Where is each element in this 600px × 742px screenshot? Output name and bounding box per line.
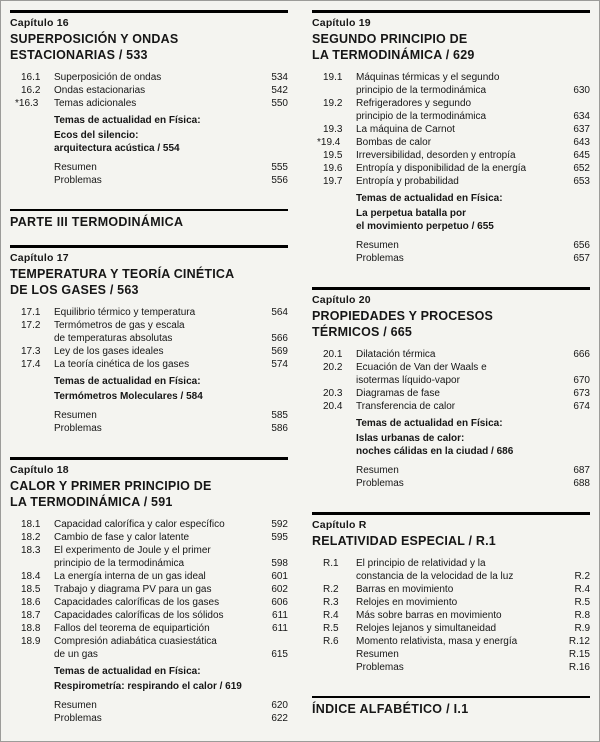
entry-page: 630 [573,85,590,96]
entry-page: R.4 [574,584,590,595]
entry-number: R.5 [323,623,339,634]
toc-entry [312,175,590,188]
entry-number: 19.3 [323,124,343,135]
entry-page: 550 [271,98,288,109]
entry-number: 19.5 [323,150,343,161]
toc-column-left [10,10,288,741]
chapter-rule [312,10,590,13]
entry-page: 656 [573,240,590,251]
entry-page: 670 [573,375,590,386]
toc-entry [312,239,590,252]
toc-entry [10,422,288,435]
entry-number: 18.4 [21,571,41,582]
toc-entry [10,71,288,84]
entry-title: Barras en movimiento [356,584,454,595]
entry-title: Cambio de fase y calor latente [54,532,190,543]
entry-page: R.8 [574,610,590,621]
toc-entry [10,345,288,358]
entry-title: Relojes en movimiento [356,597,458,608]
chapter-title: TEMPERATURA Y TEORÍA CINÉTICA DE LOS GASES / 563 [10,267,235,297]
entry-number: 18.3 [21,545,41,556]
entry-page: 611 [272,610,288,621]
entry-number: 16.2 [21,85,41,96]
entry-title: Compresión adiabática cuasiestática de un gas [54,636,217,660]
entry-title: Irreversibilidad, desorden y entropía [356,150,516,161]
chapter-block [10,457,288,725]
toc-entry [10,544,288,570]
chapter-label: Capítulo 18 [10,464,69,476]
entry-number: R.2 [323,584,339,595]
toc-entry [10,583,288,596]
feature-block [54,114,288,155]
chapter-label: Capítulo 17 [10,252,69,264]
entry-title: Ecuación de Van der Waals e isotermas líquido-vapor [356,362,487,386]
entry-title: Diagramas de fase [356,388,440,399]
entry-number: 20.4 [323,401,343,412]
entry-page: 569 [271,346,288,357]
entry-title: Trabajo y diagrama PV para un gas [54,584,212,595]
toc-entry [10,596,288,609]
chapter-title: RELATIVIDAD ESPECIAL / R.1 [312,534,496,548]
entry-page: 622 [271,713,288,724]
entry-page: 637 [573,124,590,135]
chapter-block [312,512,590,674]
entry-page: 601 [271,571,288,582]
entry-page: 592 [271,519,288,530]
entry-page: 653 [573,176,590,187]
toc-entry [10,570,288,583]
feature-block [54,665,288,693]
chapter-rule [10,245,288,248]
entry-number: R.6 [323,636,339,647]
toc-entry [10,635,288,661]
chapter-rule [10,10,288,13]
toc-column-right [312,10,590,741]
entry-page: 666 [573,349,590,360]
toc-entry [312,400,590,413]
entry-title: Temas adicionales [54,98,137,109]
chapter-rule [312,287,590,290]
entry-number: 20.2 [323,362,343,373]
feature-header: Temas de actualidad en Física: [356,193,503,204]
entry-page: 606 [271,597,288,608]
toc-entry [10,319,288,345]
toc-entry [312,622,590,635]
chapter-label: Capítulo 16 [10,17,69,29]
entry-number: 18.8 [21,623,41,634]
entry-number: 18.9 [21,636,41,647]
feature-title: Termómetros Moleculares / 584 [54,391,203,402]
toc-entry [312,348,590,361]
entry-title: Capacidad calorífica y calor específico [54,519,225,530]
chapter-block [312,10,590,265]
entry-page: R.2 [574,571,590,582]
entry-title: Ley de los gases ideales [54,346,164,357]
entry-number: 16.1 [21,72,41,83]
entry-page: 534 [271,72,288,83]
toc-entry [312,361,590,387]
toc-entry [10,531,288,544]
toc-entry [312,557,590,583]
entry-title: Problemas [356,662,404,673]
feature-title: Respirometría: respirando el calor / 619 [54,681,242,692]
entry-title: Capacidades caloríficas de los gases [54,597,220,608]
entry-page: 586 [271,423,288,434]
chapter-rule [10,457,288,460]
chapter-title: SEGUNDO PRINCIPIO DE LA TERMODINÁMICA / 629 [312,32,475,62]
entry-page: 674 [573,401,590,412]
toc-entry [10,609,288,622]
toc-entry [10,174,288,187]
entry-number: 19.2 [323,98,343,109]
chapter-title: CALOR Y PRIMER PRINCIPIO DE LA TERMODINÁMICA / 591 [10,479,212,509]
toc-entry [312,635,590,648]
entry-title: La teoría cinética de los gases [54,359,190,370]
entry-page: 555 [271,162,288,173]
entry-title: Resumen [54,410,97,421]
entry-number: 17.3 [21,346,41,357]
toc-entry [312,149,590,162]
entry-page: 645 [573,150,590,161]
entry-title: Bombas de calor [356,137,432,148]
entry-number: 18.1 [21,519,41,530]
entry-number: R.1 [323,558,339,569]
feature-block [356,417,590,458]
entry-title: Máquinas térmicas y el segundo principio de la termodinámica [356,72,500,96]
entry-number: 18.5 [21,584,41,595]
entry-title: Problemas [356,253,404,264]
index-heading: ÍNDICE ALFABÉTICO / I.1 [312,702,469,716]
toc-entry [10,518,288,531]
part-block [10,209,288,229]
entry-title: Problemas [54,175,102,186]
entry-page: 564 [271,307,288,318]
toc-entry [312,252,590,265]
entry-title: Ondas estacionarias [54,85,146,96]
feature-title: Islas urbanas de calor: noches cálidas en la ciudad / 686 [356,433,514,457]
entry-title: Resumen [54,700,97,711]
entry-page: 598 [271,558,288,569]
chapter-title: SUPERPOSICIÓN Y ONDAS ESTACIONARIAS / 533 [10,32,179,62]
part-rule [10,209,288,211]
toc-entry [312,661,590,674]
entry-title: Problemas [54,713,102,724]
chapter-label: Capítulo R [312,519,367,531]
entry-number: 19.1 [323,72,343,83]
chapter-label: Capítulo 19 [312,17,371,29]
entry-title: Dilatación térmica [356,349,436,360]
chapter-block [10,245,288,435]
entry-title: Resumen [356,240,399,251]
entry-page: 673 [573,388,590,399]
entry-number: 20.3 [323,388,343,399]
entry-title: Resumen [54,162,97,173]
entry-number: 17.4 [21,359,41,370]
entry-page: R.9 [574,623,590,634]
entry-title: Resumen [356,465,399,476]
entry-number: 19.6 [323,163,343,174]
toc-entry [312,648,590,661]
entry-page: 585 [271,410,288,421]
entry-title: Resumen [356,649,399,660]
part-heading: PARTE III TERMODINÁMICA [10,215,184,229]
toc-entry [312,387,590,400]
entry-number: 17.2 [21,320,41,331]
entry-page: 556 [271,175,288,186]
entry-number: R.3 [323,597,339,608]
toc-entry [312,464,590,477]
entry-number: *16.3 [15,98,39,109]
entry-title: El principio de relatividad y la constancia de la velocidad de la luz [356,558,514,582]
feature-title: La perpetua batalla por el movimiento perpetuo / 655 [356,208,494,232]
entry-page: R.15 [568,649,590,660]
entry-page: 542 [271,85,288,96]
entry-page: R.5 [574,597,590,608]
toc-entry [312,596,590,609]
entry-page: 652 [573,163,590,174]
toc-entry [10,699,288,712]
entry-title: Entropía y disponibilidad de la energía [356,163,527,174]
entry-title: Problemas [356,478,404,489]
entry-page: 620 [271,700,288,711]
entry-page: 688 [573,478,590,489]
entry-number: 18.7 [21,610,41,621]
entry-title: Más sobre barras en movimiento [356,610,502,621]
entry-number: 20.1 [323,349,343,360]
toc-entry [312,583,590,596]
entry-number: 18.2 [21,532,41,543]
entry-number: 17.1 [21,307,41,318]
index-rule [312,696,590,698]
toc-entry [10,409,288,422]
entry-number: 18.6 [21,597,41,608]
chapter-title: PROPIEDADES Y PROCESOS TÉRMICOS / 665 [312,309,494,339]
entry-title: Equilibrio térmico y temperatura [54,307,196,318]
chapter-block [10,10,288,187]
toc-entry [10,84,288,97]
entry-title: Fallos del teorema de equipartición [54,623,210,634]
feature-block [54,375,288,403]
entry-title: La máquina de Carnot [356,124,455,135]
entry-page: 657 [573,253,590,264]
feature-title: Ecos del silencio: arquitectura acústica / 554 [54,130,180,154]
toc-entry [10,358,288,371]
entry-page: 615 [271,649,288,660]
entry-page: R.16 [568,662,590,673]
entry-page: 595 [271,532,288,543]
toc-entry [10,622,288,635]
entry-title: Capacidades caloríficas de los sólidos [54,610,224,621]
entry-title: Relojes lejanos y simultaneidad [356,623,497,634]
chapter-rule [312,512,590,515]
feature-header: Temas de actualidad en Física: [54,115,201,126]
chapter-label: Capítulo 20 [312,294,371,306]
entry-title: Termómetros de gas y escala de temperaturas absolutas [54,320,185,344]
feature-header: Temas de actualidad en Física: [54,376,201,387]
index-block [312,696,590,716]
entry-page: 602 [271,584,288,595]
entry-page: 643 [573,137,590,148]
toc-entry [10,161,288,174]
entry-number: *19.4 [317,137,341,148]
entry-page: R.12 [568,636,590,647]
toc-entry [312,477,590,490]
entry-number: R.4 [323,610,339,621]
feature-header: Temas de actualidad en Física: [356,418,503,429]
toc-entry [312,123,590,136]
toc-entry [10,712,288,725]
entry-title: Entropía y probabilidad [356,176,459,187]
entry-title: Momento relativista, masa y energía [356,636,518,647]
toc-entry [312,162,590,175]
toc-entry [312,97,590,123]
entry-page: 611 [272,623,288,634]
entry-number: 19.7 [323,176,343,187]
toc-entry [312,71,590,97]
entry-title: La energía interna de un gas ideal [54,571,206,582]
entry-page: 687 [573,465,590,476]
feature-block [356,192,590,233]
toc-entry [10,97,288,110]
entry-title: Superposición de ondas [54,72,162,83]
entry-title: El experimento de Joule y el primer principio de la termodinámica [54,545,211,569]
entry-title: Transferencia de calor [356,401,456,412]
entry-title: Problemas [54,423,102,434]
entry-page: 574 [271,359,288,370]
toc-entry [312,136,590,149]
toc-entry [10,306,288,319]
entry-page: 634 [573,111,590,122]
toc-entry [312,609,590,622]
chapter-block [312,287,590,490]
feature-header: Temas de actualidad en Física: [54,666,201,677]
entry-page: 566 [271,333,288,344]
entry-title: Refrigeradores y segundo principio de la termodinámica [356,98,487,122]
